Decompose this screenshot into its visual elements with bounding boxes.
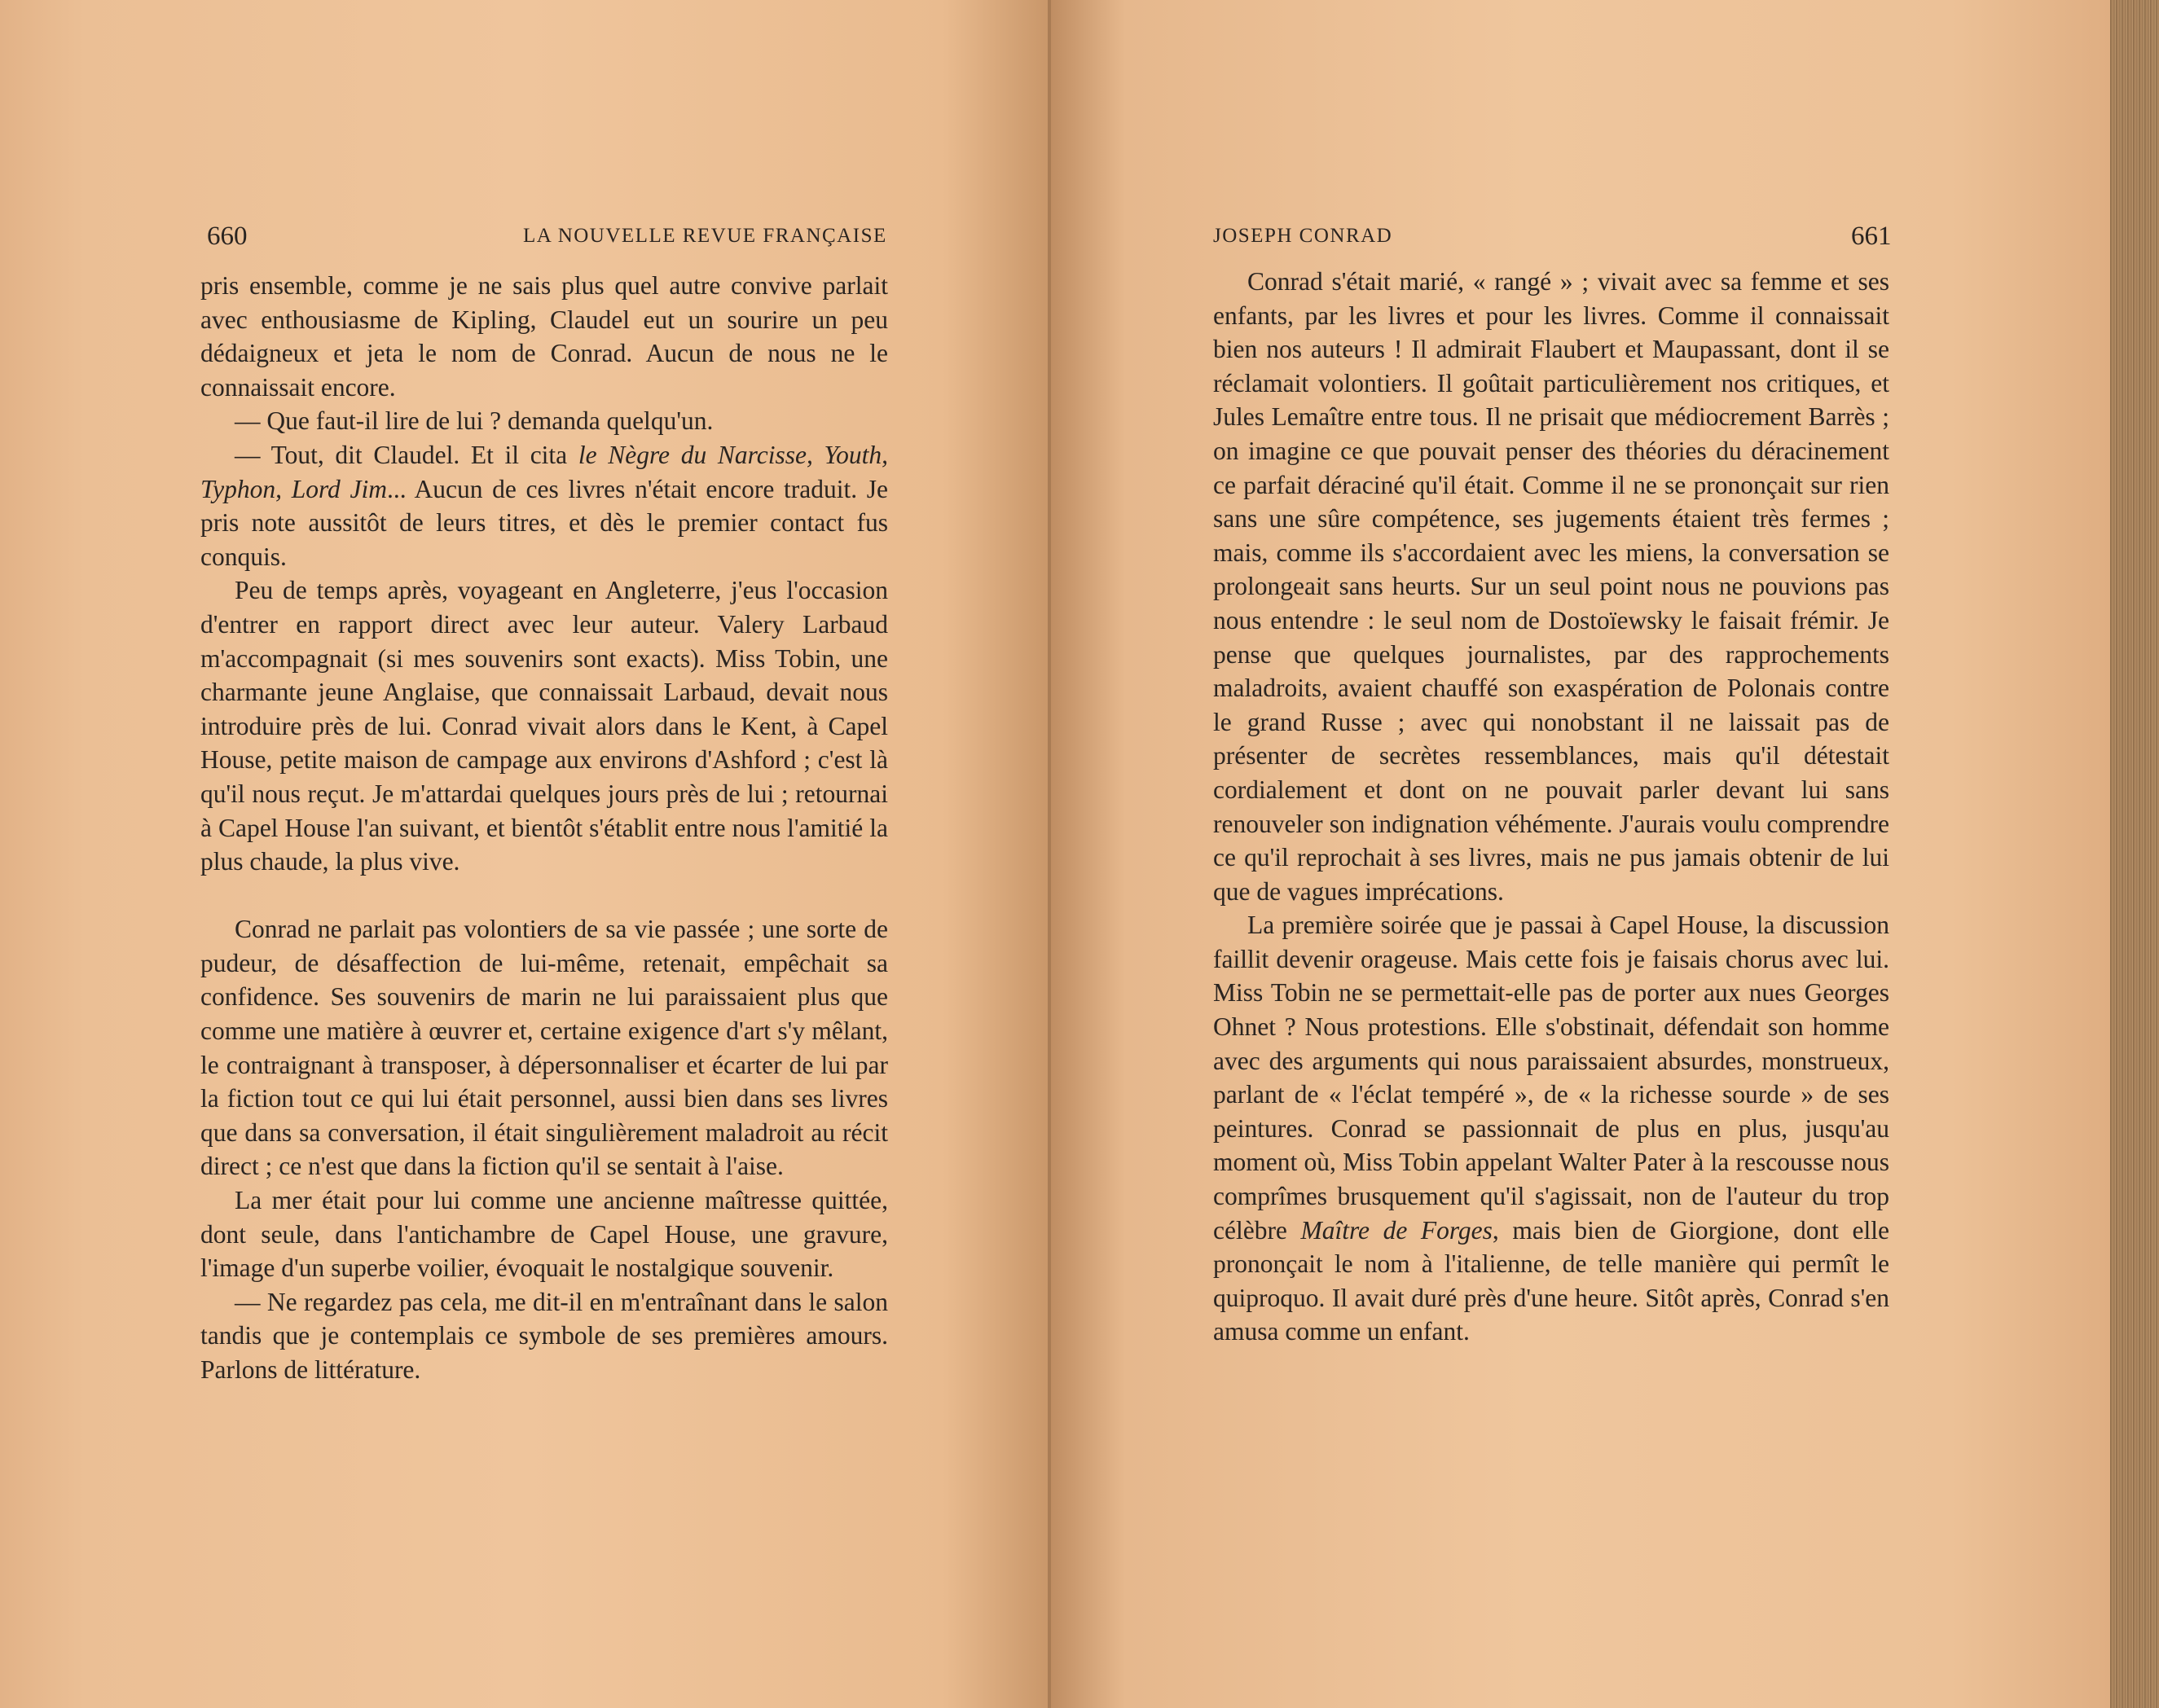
text-run: ... Aucun de ces livres n'était encore traduit. Je pris note aussitôt de leurs titres, et dès le premier contact fus conquis. [200,474,888,571]
paragraph: — Ne regardez pas cela, me dit-il en m'entraînant dans le salon tandis que je contemplais ce symbole de ses premières amours. Parlons de littérature. [200,1287,888,1384]
page-body [200,269,888,1387]
running-head: LA NOUVELLE REVUE FRANÇAISE [523,225,887,247]
page-body [1213,265,1889,1349]
page-number: 660 [207,222,248,251]
paragraph: Peu de temps après, voyageant en Angleterre, j'eus l'occasion d'entrer en rapport direct avec leur auteur. Valery Larbaud m'accompagnait (si mes souvenirs sont exacts). Miss Tobin, une charmante jeune Anglaise, que connaissait Larbaud, devait nous introduire près de lui. Conrad vivait alors dans le Kent, à Capel House, petite maison de campage aux environs d'Ashford ; c'est là qu'il nous reçut. Je m'attardai quelques jours près de lui ; retournai à Capel House l'an suivant, et bientôt s'établit entre nous l'amitié la plus chaude, la plus vive. [200,576,888,876]
paragraph: pris ensemble, comme je ne sais plus quel autre convive parlait avec enthousiasme de Kipling, Claudel eut un sourire un peu dédaigneux et jeta le nom de Conrad. Aucun de nous ne le connaissait encore. [200,271,888,402]
text-run: — Tout, dit Claudel. Et il cita [235,440,578,469]
right-page [1051,0,2110,1708]
left-page [0,0,1051,1708]
text-run: La première soirée que je passai à Capel House, la discussion faillit devenir orageuse. Mais cette fois je faisais chorus avec lui. Miss Tobin ne se permettait-elle pas de porter aux nues Georges Ohnet ? Nous protestions. Elle s'obstinait, défendait son homme avec des arguments qui nous paraissaient absurdes, monstrueux, parlant de « l'éclat tempéré », de « la richesse sourde » de ses peintures. Conrad se passionnait de plus en plus, jusqu'au moment où, Miss Tobin appelant Walter Pater à la rescousse nous comprîmes brusquement qu'il s'agissait, non de l'auteur du trop célèbre [1213,911,1889,1245]
paragraph [200,438,888,573]
page-number: 661 [1851,222,1892,251]
running-head: JOSEPH CONRAD [1213,225,1393,247]
paragraph: Conrad ne parlait pas volontiers de sa vie passée ; une sorte de pudeur, de désaffection de lui-même, retenait, empêchait sa confidence. Ses souvenirs de marin ne lui paraissaient plus que comme une matière à œuvrer et, certaine exigence d'art s'y mêlant, le contraignant à transposer, à dépersonnaliser et écarter de lui par la fiction tout ce qui lui était personnel, aussi bien dans ses livres que dans sa conversation, il était singulièrement maladroit au récit direct ; ce n'est que dans la fiction qu'il se sentait à l'aise. [200,915,888,1181]
page-edges [2110,0,2159,1708]
text-run: , mais bien de Giorgione, dont elle prononçait le nom à l'italienne, de telle manière qui permît le quiproquo. Il avait duré près d'une heure. Sitôt après, Conrad s'en amusa comme un enfant. [1213,1215,1889,1346]
paragraph: — Que faut-il lire de lui ? demanda quelqu'un. [235,406,714,436]
paragraph: Conrad s'était marié, « rangé » ; vivait avec sa femme et ses enfants, par les livres et pour les livres. Comme il connaissait bien nos auteurs ! Il admirait Flaubert et Maupassant, dont il se réclamait volontiers. Il goûtait particulièrement nos critiques, et Jules Lemaître entre tous. Il ne prisait que médiocrement Barrès ; on imagine ce que pouvait penser des théories du déracinement ce parfait déraciné qu'il était. Comme il ne se prononçait sur rien sans une sûre compétence, ses jugements étaient très fermes ; mais, comme ils s'accordaient avec les miens, la conversation se prolongeait sans heurts. Sur un seul point nous ne pouvions pas nous entendre : le seul nom de Dostoïewsky le faisait frémir. Je pense que quelques journalistes, par des rapprochements maladroits, avaient chauffé son exaspération de Polonais contre le grand Russe ; avec qui nonobstant il ne laissait pas de présenter de secrètes ressemblances, mais qu'il détestait cordialement et dont on ne pouvait parler devant lui sans renouveler son indignation véhémente. J'aurais voulu comprendre ce qu'il reprochait à ses livres, mais ne pus jamais obtenir de lui que de vagues imprécations. [1213,267,1889,906]
italic-title: Maître de Forges [1300,1215,1493,1245]
italic-title: le Nègre du Narcisse, Youth, Typhon, Lord Jim [200,440,888,503]
paragraph [1213,908,1889,1349]
paragraph: La mer était pour lui comme une ancienne maîtresse quittée, dont seule, dans l'antichambre de Capel House, une gravure, l'image d'un superbe voilier, évoquait le nostalgique souvenir. [200,1186,888,1283]
